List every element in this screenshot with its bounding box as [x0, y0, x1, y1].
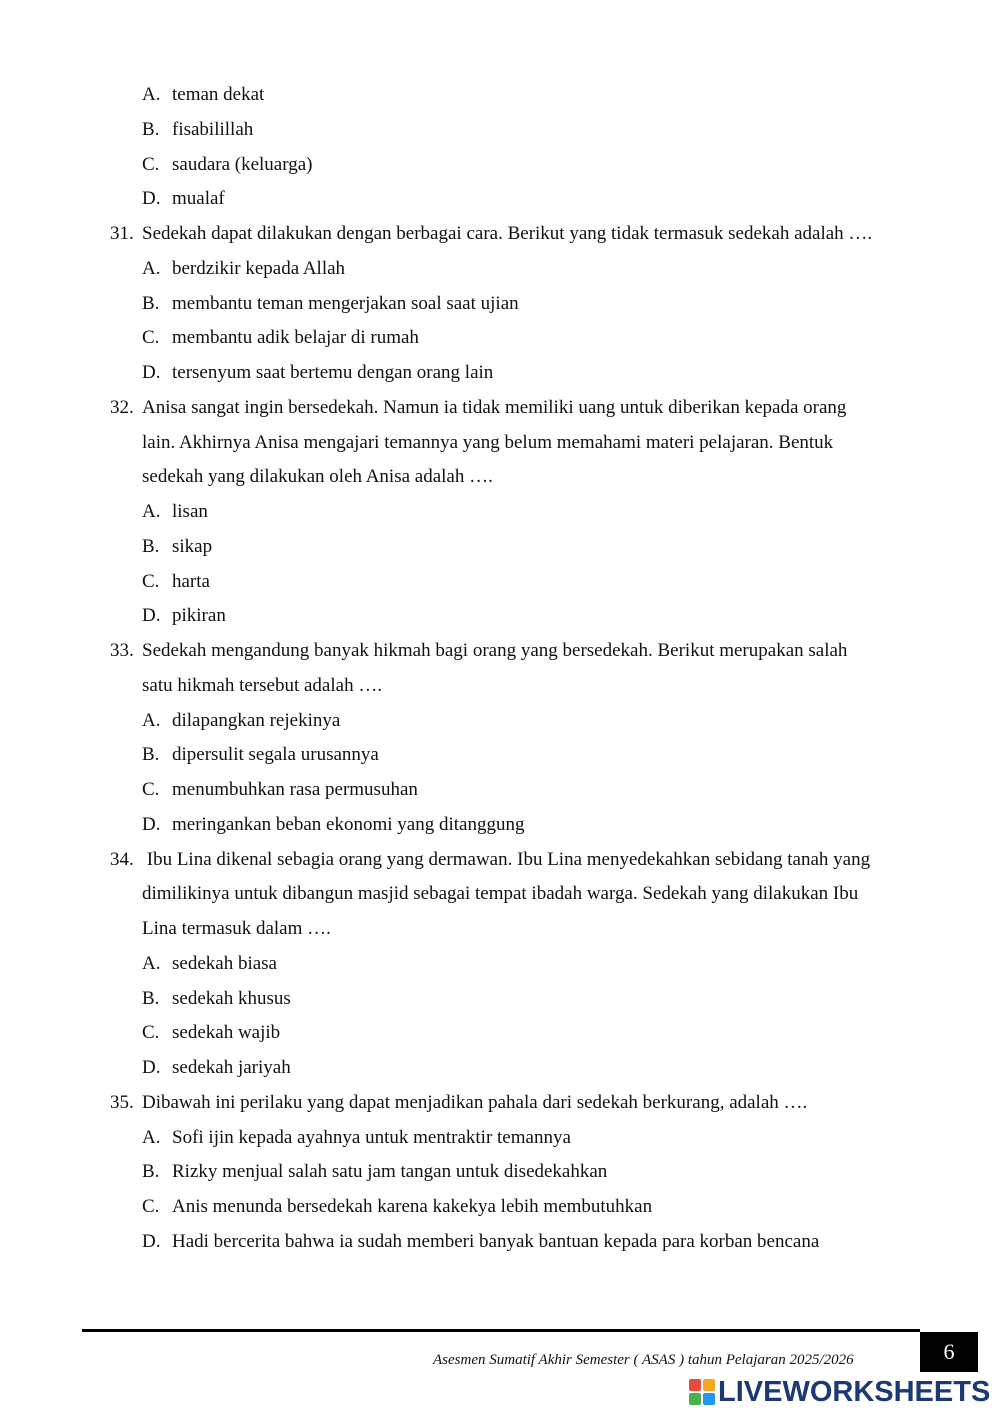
question-text: Dibawah ini perilaku yang dapat menjadikan pahala dari sedekah berkurang, adalah ….: [142, 1091, 808, 1113]
answer-option: [142, 118, 253, 142]
option-text: lisan: [172, 501, 208, 522]
question-line: [142, 917, 331, 941]
option-text: saudara (keluarga): [172, 153, 313, 175]
option-letter: C.: [142, 779, 160, 800]
question-line: [110, 396, 846, 420]
option-letter: B.: [142, 1161, 160, 1183]
option-text: membantu adik belajar di rumah: [172, 327, 419, 349]
answer-option: [142, 952, 277, 976]
option-letter: C.: [142, 1196, 160, 1217]
answer-option: [142, 987, 291, 1011]
option-text: harta: [172, 570, 210, 592]
option-letter: D.: [142, 1230, 161, 1252]
answer-option: [142, 778, 418, 802]
answer-option: [142, 500, 208, 524]
option-letter: B.: [142, 292, 160, 314]
question-text: Ibu Lina dikenal sebagia orang yang dermawan. Ibu Lina menyedekahkan sebidang tanah yang: [142, 848, 871, 870]
answer-option: [142, 604, 226, 628]
option-letter: D.: [142, 605, 161, 627]
answer-option: [142, 326, 419, 350]
question-text: sedekah yang dilakukan oleh Anisa adalah ….: [142, 466, 493, 488]
option-text: sedekah jariyah: [172, 1057, 291, 1078]
liveworksheets-brand: LIVEWORKSHEETS: [718, 1375, 991, 1408]
option-letter: A.: [142, 709, 161, 731]
answer-option: [142, 1160, 607, 1184]
footer-exam-title: Asesmen Sumatif Akhir Semester ( ASAS ) tahun Pelajaran 2025/2026: [433, 1352, 854, 1368]
answer-option: [142, 1021, 280, 1045]
option-letter: D.: [142, 188, 161, 210]
option-text: sedekah khusus: [172, 987, 291, 1009]
option-text: Anis menunda bersedekah karena kakekya lebih membutuhkan: [172, 1196, 653, 1217]
answer-option: [142, 709, 340, 733]
question-line: [142, 431, 833, 455]
option-text: membantu teman mengerjakan soal saat ujian: [172, 292, 519, 314]
answer-option: [142, 83, 264, 107]
option-text: fisabilillah: [172, 118, 254, 140]
option-text: sikap: [172, 535, 213, 557]
question-number: 31.: [110, 223, 134, 244]
answer-option: [142, 1195, 652, 1219]
question-line: [110, 639, 847, 663]
answer-option: [142, 1056, 291, 1080]
option-letter: C.: [142, 1022, 160, 1044]
option-letter: D.: [142, 1057, 161, 1078]
answer-option: [142, 153, 313, 177]
liveworksheets-logo-icon: [689, 1379, 715, 1405]
answer-option: [142, 570, 210, 594]
option-letter: D.: [142, 362, 161, 383]
option-letter: C.: [142, 570, 160, 592]
answer-option: [142, 743, 379, 767]
option-letter: D.: [142, 813, 161, 835]
question-text: lain. Akhirnya Anisa mengajari temannya yang belum memahami materi pelajaran. Bentuk: [142, 431, 834, 453]
question-number: 35.: [110, 1091, 134, 1113]
question-text: Anisa sangat ingin bersedekah. Namun ia tidak memiliki uang untuk diberikan kepada orang: [142, 396, 847, 418]
option-text: sedekah wajib: [172, 1022, 281, 1044]
option-text: tersenyum saat bertemu dengan orang lain: [172, 362, 494, 383]
answer-option: [142, 1230, 819, 1254]
option-letter: A.: [142, 501, 161, 522]
option-text: dipersulit segala urusannya: [172, 744, 379, 766]
page-number: 6: [920, 1332, 978, 1372]
option-text: berdzikir kepada Allah: [172, 257, 346, 279]
question-line: [110, 848, 870, 872]
option-text: sedekah biasa: [172, 952, 277, 974]
answer-option: [142, 813, 524, 837]
question-number: 32.: [110, 396, 134, 418]
answer-option: [142, 187, 225, 211]
option-text: dilapangkan rejekinya: [172, 709, 341, 731]
option-letter: C.: [142, 327, 160, 349]
liveworksheets-watermark[interactable]: [689, 1374, 990, 1410]
question-line: [142, 882, 858, 906]
question-number: 34.: [110, 848, 134, 870]
question-text: Sedekah dapat dilakukan dengan berbagai cara. Berikut yang tidak termasuk sedekah adalah ….: [142, 223, 873, 244]
option-text: Hadi bercerita bahwa ia sudah memberi banyak bantuan kepada para korban bencana: [172, 1230, 820, 1252]
option-letter: A.: [142, 1126, 161, 1148]
option-letter: A.: [142, 257, 161, 279]
footer-divider: [82, 1329, 920, 1332]
option-letter: B.: [142, 535, 160, 557]
option-letter: B.: [142, 118, 160, 140]
option-text: Sofi ijin kepada ayahnya untuk mentraktir temannya: [172, 1126, 571, 1148]
question-line: [142, 465, 493, 489]
answer-option: [142, 292, 519, 316]
option-text: Rizky menjual salah satu jam tangan untuk disedekahkan: [172, 1161, 608, 1183]
question-line: [110, 1091, 807, 1115]
option-letter: A.: [142, 84, 161, 105]
question-line: [110, 222, 872, 246]
answer-option: [142, 361, 493, 385]
option-letter: C.: [142, 153, 160, 175]
option-text: teman dekat: [172, 84, 265, 105]
question-text: dimilikinya untuk dibangun masjid sebagai tempat ibadah warga. Sedekah yang dilakukan Ibu: [142, 883, 859, 905]
option-letter: B.: [142, 744, 160, 766]
option-letter: A.: [142, 952, 161, 974]
answer-option: [142, 535, 212, 559]
option-text: meringankan beban ekonomi yang ditanggung: [172, 813, 525, 835]
question-text: satu hikmah tersebut adalah ….: [142, 674, 383, 696]
question-line: [142, 674, 382, 698]
option-text: mualaf: [172, 188, 225, 210]
option-letter: B.: [142, 987, 160, 1009]
question-text: Lina termasuk dalam ….: [142, 918, 331, 939]
option-text: menumbuhkan rasa permusuhan: [172, 779, 418, 800]
option-text: pikiran: [172, 605, 226, 627]
answer-option: [142, 1126, 571, 1150]
answer-option: [142, 257, 345, 281]
question-number: 33.: [110, 640, 134, 661]
question-text: Sedekah mengandung banyak hikmah bagi orang yang bersedekah. Berikut merupakan salah: [142, 640, 848, 661]
